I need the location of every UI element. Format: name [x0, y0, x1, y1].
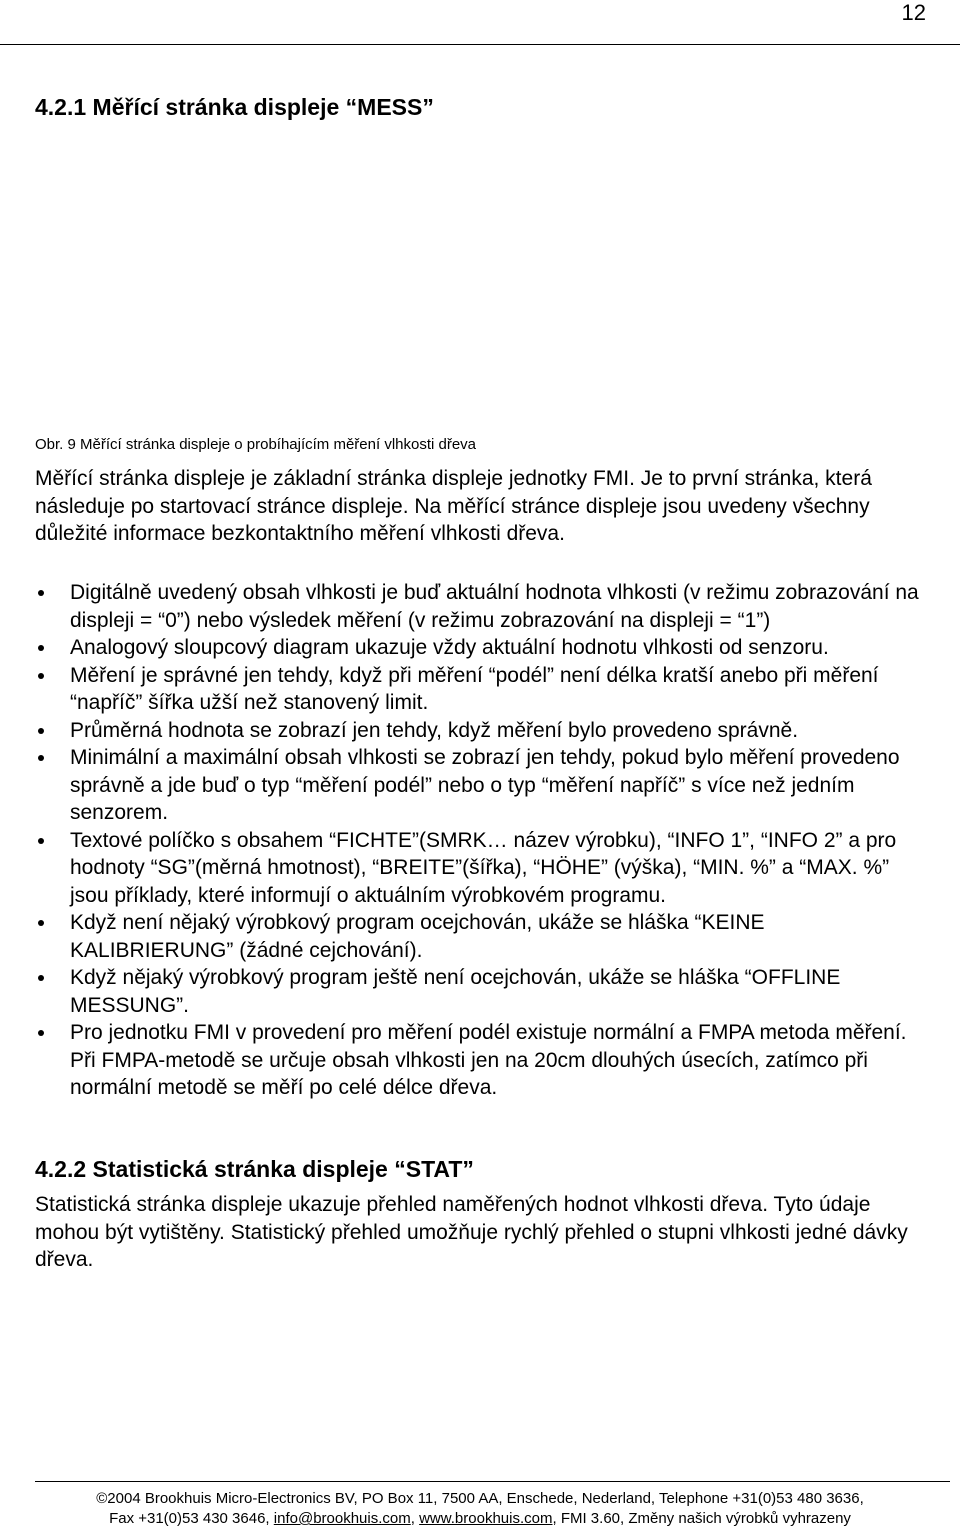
list-item — [35, 579, 925, 634]
list-item-text: Digitálně uvedený obsah vlhkosti je buď aktuální hodnota vlhkosti (v režimu zobrazování na displeji = “0”) nebo výsledek měření (v režimu zobrazování na displeji = “1”) — [70, 581, 919, 632]
footer — [35, 1489, 925, 1529]
list-item-text: Když nějaký výrobkový program ještě není ocejchován, ukáže se hláška “OFFLINE MESSUNG”. — [70, 966, 841, 1017]
list-item-text: Měření je správné jen tehdy, když při měření “podél” není délka kratší anebo při měření “napříč” šířka užší než stanovený limit. — [70, 663, 879, 714]
list-item-text: Analogový sloupcový diagram ukazuje vždy aktuální hodnotu vlhkosti od senzoru. — [70, 636, 829, 659]
footer-separator: , — [410, 1510, 415, 1527]
email-link[interactable]: info@brookhuis.com — [273, 1510, 411, 1527]
page-number: 12 — [901, 0, 926, 25]
figure-caption: Obr. 9 Měřící stránka displeje o probíhajícím měření vlhkosti dřeva — [35, 436, 477, 453]
footer-line-2 — [35, 1509, 925, 1529]
footer-divider — [35, 1481, 950, 1482]
list-item — [35, 964, 925, 1019]
bullet-icon — [38, 1030, 44, 1036]
list-item — [35, 744, 925, 827]
list-item — [35, 909, 925, 964]
bullet-icon — [38, 755, 44, 761]
footer-fax: Fax +31(0)53 430 3646, — [109, 1510, 270, 1527]
footer-tail: , FMI 3.60, Změny našich výrobků vyhrazeny — [552, 1510, 851, 1527]
footer-line-1: ©2004 Brookhuis Micro-Electronics BV, PO Box 11, 7500 AA, Enschede, Nederland, Telephone +31(0)53 480 3636, — [96, 1490, 864, 1507]
section-heading-stat: 4.2.2 Statistická stránka displeje “STAT” — [35, 1156, 474, 1182]
list-item — [35, 827, 925, 910]
list-item-text: Pro jednotku FMI v provedení pro měření podél existuje normální a FMPA metoda měření. Při FMPA-metodě se určuje obsah vlhkosti jen na 20cm dlouhých úsecích, zatímco při normální metodě se měří po celé délce dřeva. — [70, 1021, 907, 1099]
bullet-icon — [38, 975, 44, 981]
bullet-icon — [38, 728, 44, 734]
list-item-text: Minimální a maximální obsah vlhkosti se zobrazí jen tehdy, pokud bylo měření provedeno správně a jde buď o typ “měření podél” nebo o typ “měření napříč” s více než jedním senzorem. — [70, 746, 900, 824]
list-item-text: Textové políčko s obsahem “FICHTE”(SMRK… název výrobku), “INFO 1”, “INFO 2” a pro hodnoty “SG”(měrná hmotnost), “BREITE”(šířka), “HÖHE” (výška), “MIN. %” a “MAX. %” jsou příklady, které informují o aktuálním výrobkovém programu. — [70, 828, 897, 907]
list-item-text: Průměrná hodnota se zobrazí jen tehdy, když měření bylo provedeno správně. — [70, 718, 799, 742]
bullet-list — [35, 579, 925, 1102]
header-divider — [0, 44, 960, 45]
list-item-text: Když není nějaký výrobkový program ocejchován, ukáže se hláška “KEINE KALIBRIERUNG” (žádné cejchování). — [70, 911, 765, 962]
bullet-icon — [38, 590, 44, 596]
list-item — [35, 1019, 925, 1102]
bullet-icon — [38, 645, 44, 651]
bullet-icon — [38, 920, 44, 926]
list-item — [35, 634, 925, 662]
section-heading-mess: 4.2.1 Měřící stránka displeje “MESS” — [35, 94, 434, 120]
bullet-icon — [38, 673, 44, 679]
bullet-icon — [38, 838, 44, 844]
stat-paragraph: Statistická stránka displeje ukazuje přehled naměřených hodnot vlhkosti dřeva. Tyto údaje mohou být vytištěny. Statistický přehled umožňuje rychlý přehled o stupni vlhkosti jedné dávky dřeva. — [35, 1193, 908, 1271]
list-item — [35, 717, 925, 745]
list-item — [35, 662, 925, 717]
intro-paragraph: Měřící stránka displeje je základní stránka displeje jednotky FMI. Je to první stránka, která následuje po startovací stránce displeje. Na měřící stránce displeje jsou uvedeny všechny důležité informace bezkontaktního měření vlhkosti dřeva. — [35, 467, 872, 545]
website-link[interactable]: www.brookhuis.com — [419, 1510, 553, 1527]
